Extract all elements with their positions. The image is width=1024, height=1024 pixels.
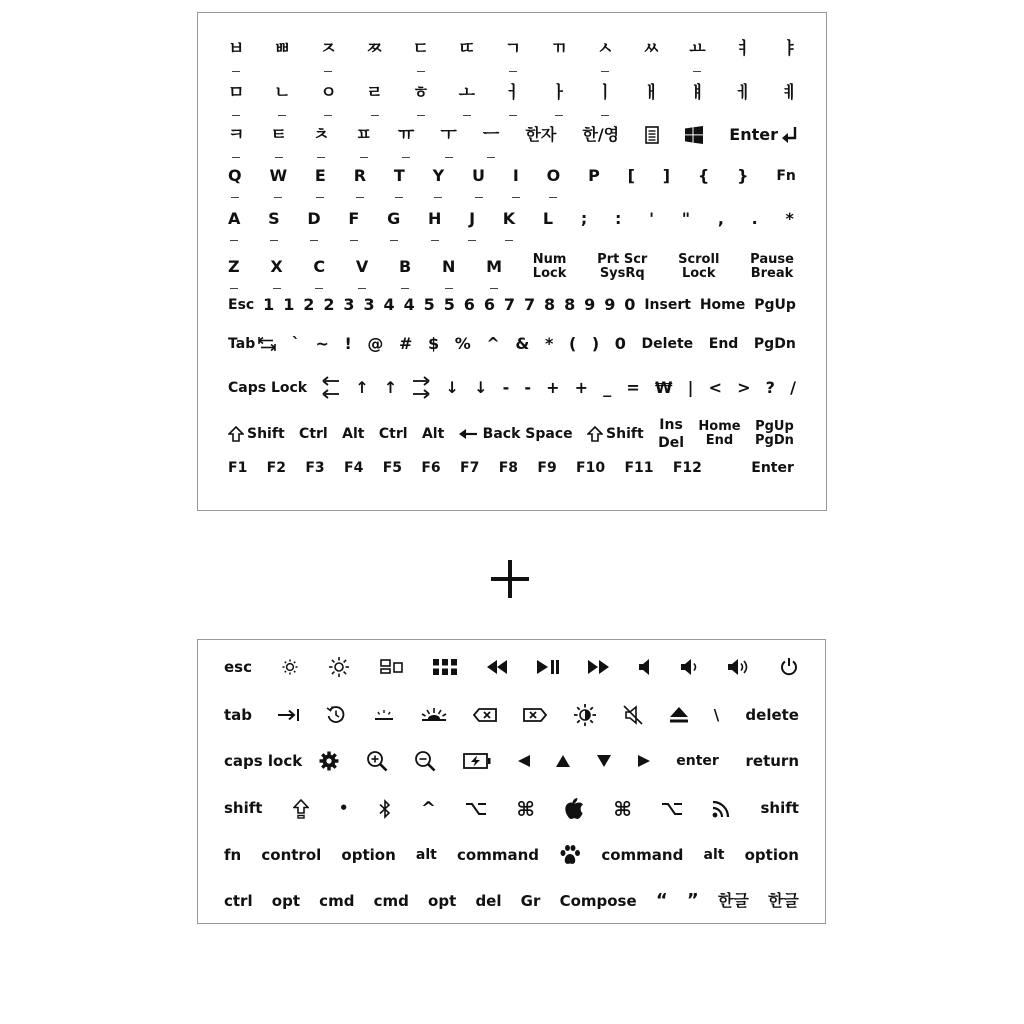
key-label-line: Pause [750,252,794,267]
key-hangul: ㅅ [597,39,614,59]
key-letter: T [393,166,405,185]
key-f5: F5 [382,460,402,476]
zoom-in-icon [366,750,388,772]
row-hangul-middle [228,85,798,102]
key-symbol: % [454,334,471,353]
key-enter-label: Enter [729,125,778,144]
key-f9: F9 [537,460,557,476]
key-symbol: + [574,378,589,397]
key-letter: H [427,209,442,228]
row-zxcv [228,253,794,281]
key-pgup-pgdn [755,420,794,448]
key-f10: F10 [576,460,606,476]
key-home: Home [699,297,746,313]
key-symbol: , [717,209,724,228]
key-caps-lock: Caps Lock [228,380,308,396]
key-hangul: ㅑ [781,39,798,59]
row-capslock-arrows [228,375,796,401]
option-key-icon [662,802,682,816]
arrow-up-icon [556,755,570,767]
key-enter: enter [676,753,719,769]
key-hangul: ㅐ [643,83,660,103]
key-hangul: ㅕ [735,39,752,59]
volume-down-icon [681,659,699,675]
key-digit: 8 [564,295,576,314]
key-letter: D [307,209,321,228]
key-digit: 0 [624,295,636,314]
key-control-caret: ^ [420,797,436,819]
delete-left-icon [473,708,497,722]
key-symbol: - [524,378,532,397]
key-symbol: & [515,334,530,353]
key-f1: F1 [228,460,248,476]
key-digit: 0 [614,334,626,353]
key-letter: X [270,257,283,276]
key-delete: delete [745,705,799,724]
key-hangul: ㄹ [366,83,383,103]
key-letter: Q [228,166,242,185]
key-letter: E [314,166,326,185]
key-ins-del-label [658,416,684,452]
mission-control-icon [380,659,404,675]
key-hangul: ㅜ [440,124,457,145]
key-letter: A [228,209,241,228]
key-letter: Z [228,257,240,276]
key-hangul: ㅡ [482,124,500,145]
key-letter: P [588,166,600,185]
key-hangul: 한글 [767,891,799,910]
key-ctrl: ctrl [224,891,253,910]
key-caps-lock: caps lock [224,751,303,770]
korean-keyboard-sticker-sheet [197,12,827,511]
key-alt: Alt [342,426,365,442]
key-fn: fn [224,845,242,864]
zoom-out-icon [414,750,436,772]
key-hangul: ㅒ [689,83,706,103]
key-label-line: Scroll [678,252,720,267]
key-letter: Y [432,166,445,185]
key-ins-del [658,416,684,452]
key-label-line: Home [698,419,741,434]
key-symbol: # [398,334,413,353]
key-command: command [457,845,540,864]
key-symbol: . [751,209,758,228]
key-enter: Enter [751,460,794,476]
key-shift-label: Shift [606,426,644,442]
key-end: End [708,336,739,352]
key-pause-break [750,253,794,281]
key-digit: 7 [523,295,536,314]
key-symbol: $ [427,334,440,353]
key-enter [729,126,798,144]
left-arrow-icon [459,428,477,440]
key-symbol: ( [568,334,577,353]
battery-charging-icon [463,753,491,769]
row-mac-tab [224,703,799,727]
key-esc: esc [224,657,252,676]
key-digit: 8 [544,295,556,314]
key-f6: F6 [421,460,441,476]
key-hangul: ㅇ [320,83,337,103]
key-scroll-lock-label [678,253,719,281]
key-digit: 4 [403,295,415,314]
key-digit: 9 [584,295,596,314]
key-alt: alt [703,847,725,863]
key-symbol: ' [649,209,655,228]
shift-arrow-icon [228,426,244,442]
key-arrow: ↓ [474,378,488,397]
key-label-line: End [705,433,734,448]
key-arrow: ↓ [445,378,459,397]
key-digit: 6 [483,295,495,314]
volume-mute-icon [623,705,643,725]
key-symbol: * [785,209,794,228]
fast-forward-icon [588,660,610,674]
key-shift: shift [224,799,263,817]
key-close-quote: ” [686,890,699,911]
key-letter: U [472,166,486,185]
key-f12: F12 [672,460,702,476]
key-label-line: Lock [532,266,567,281]
key-hangul: ㅗ [458,83,476,103]
key-label-line: Prt Scr [597,252,648,267]
key-option: option [341,845,396,864]
row-hangul-bottom [228,126,798,144]
key-command: command [601,845,684,864]
key-letter: J [469,209,476,228]
key-symbol: ^ [486,334,500,353]
key-digit: 1 [263,295,275,314]
key-digit: 3 [363,295,375,314]
tab-arrows-icon [258,336,276,352]
caps-lock-icon [293,799,309,819]
key-symbol: + [546,378,560,397]
mac-keyboard-sticker-sheet [197,639,826,924]
key-digit: 2 [303,295,315,314]
key-hangul: ㅊ [312,124,330,145]
key-hangul: ㅆ [643,39,660,59]
key-label-line: PgDn [755,433,794,448]
key-hangul: ㅂ [228,39,245,59]
key-digit: 4 [383,295,395,314]
keyboard-backlight-down-icon [373,709,395,721]
key-symbol: @ [367,334,384,353]
key-hangul: ㅉ [366,39,383,59]
key-arrow: ↑ [383,378,398,397]
key-return: return [745,751,799,770]
key-gr: Gr [520,891,541,910]
key-tab-label: Tab [228,336,256,352]
gear-icon [319,751,339,771]
rss-feed-icon [712,800,730,818]
key-scroll-lock [678,253,719,281]
arrow-right-icon [638,755,650,767]
key-digit: 5 [423,295,435,314]
row-numbers [228,297,796,313]
key-label-line: Num [532,252,567,267]
key-shift-left [228,426,285,442]
volume-up-icon [728,659,750,675]
plus-icon [491,560,529,598]
key-hangul: ㅃ [274,39,291,59]
key-won: ₩ [654,378,673,397]
key-hangul: 한글 [717,891,749,910]
brightness-down-icon [281,658,299,676]
key-symbol: | [687,378,694,397]
paw-print-icon [559,844,581,866]
option-key-icon [466,802,486,816]
key-pause-break-label [750,253,794,281]
eject-icon [670,707,688,723]
key-hangul: ㄴ [274,83,291,103]
tab-arrow-icon [278,708,300,722]
row-tab-symbols [228,336,796,352]
arrow-down-icon [597,755,611,767]
key-shift-right [587,426,644,442]
key-symbol: < [708,378,723,397]
key-opt: opt [271,891,300,910]
row-mac-short-labels [224,892,799,910]
key-symbol: ` [291,334,300,353]
key-symbol: - [502,378,510,397]
key-hangul: ㄲ [550,39,568,59]
brightness-up-icon [328,656,350,678]
key-delete: Delete [641,336,694,352]
key-symbol: > [737,378,751,397]
key-hangul: ㅣ [597,83,614,103]
key-cmd: cmd [319,891,355,910]
play-pause-icon [537,660,559,674]
key-f2: F2 [266,460,286,476]
key-hangul: ㅏ [550,83,568,103]
history-clock-icon [326,705,346,725]
key-shift: shift [760,799,799,817]
key-pgup-pgdn-label [755,420,794,448]
key-hangul: ㅎ [412,83,429,103]
power-icon [779,657,799,677]
key-label-line: Lock [681,266,716,281]
key-symbol: = [626,378,640,397]
row-qwerty [228,168,796,184]
key-ctrl: Ctrl [378,426,408,442]
key-hangul: ㅛ [689,39,706,59]
launchpad-icon [433,659,457,675]
row-mac-caps [224,750,799,772]
keyboard-backlight-up-icon [421,708,447,722]
mute-speaker-icon [639,659,651,675]
key-hangul: ㅌ [270,124,287,145]
key-label-line: SysRq [599,266,645,281]
command-icon: ⌘ [613,796,632,821]
key-pgup: PgUp [754,297,796,313]
key-option: option [744,845,799,864]
key-opt: opt [428,891,457,910]
key-letter: F [348,209,360,228]
key-hangul: ㅋ [228,124,245,145]
arrow-left-icon [518,755,530,767]
bluetooth-icon [379,799,391,819]
key-hangul: ㅓ [504,83,522,103]
key-digit: 3 [343,295,355,314]
key-symbol: ~ [315,334,329,353]
key-f3: F3 [305,460,325,476]
key-symbol: ? [765,378,775,397]
key-symbol: { [697,166,710,185]
key-esc: Esc [228,297,255,313]
apple-logo-icon [565,798,583,819]
key-hangul: ㄸ [458,39,476,59]
key-fn: Fn [776,168,796,184]
key-hangul: ㅔ [735,83,752,103]
key-tab [228,336,276,352]
key-letter: M [486,257,503,276]
key-bullet: • [338,799,349,817]
key-num-lock-label [533,253,567,281]
key-symbol: * [544,334,554,353]
key-digit: 2 [323,295,335,314]
left-left-arrows-icon [322,375,340,401]
rewind-icon [486,660,508,674]
return-arrow-icon [782,126,798,144]
key-alt: alt [415,847,437,863]
key-digit: 7 [503,295,516,314]
key-arrow: ↑ [355,378,369,397]
key-print-screen-label [597,253,647,281]
key-shift-label: Shift [247,426,285,442]
key-open-quote: “ [655,890,668,911]
key-symbol: } [737,166,749,185]
right-right-arrows-icon [412,375,430,401]
key-hangul: ㅍ [355,124,372,145]
key-letter: B [399,257,412,276]
key-letter: N [441,257,456,276]
key-label-line: Ins [659,417,683,433]
row-mac-esc-media [224,656,799,678]
key-letter: I [512,166,519,185]
key-symbol: ] [662,166,671,185]
key-symbol: ) [591,334,600,353]
key-ctrl: Ctrl [299,426,328,442]
key-label-line: PgUp [755,419,794,434]
key-han-yeong: 한/영 [582,125,620,144]
key-symbol: : [614,209,622,228]
key-backspace [459,427,573,441]
key-f11: F11 [624,460,654,476]
key-hanja: 한자 [525,125,557,144]
row-asdf [228,211,794,227]
key-symbol: ; [580,209,588,228]
key-digit: 6 [463,295,475,314]
row-modifiers [228,416,794,452]
menu-icon [645,126,659,144]
key-digit: 1 [283,295,295,314]
key-letter: O [546,166,561,185]
key-hangul: ㅁ [228,83,245,103]
key-letter: W [269,166,288,185]
key-symbol: [ [627,166,635,185]
key-letter: G [387,209,401,228]
key-symbol: / [790,378,796,397]
row-mac-modifiers [224,844,799,866]
key-print-screen [597,253,647,281]
key-label-line: Del [658,435,684,451]
key-hangul: ㅠ [397,124,415,145]
row-mac-shift [224,798,799,819]
key-digit: 5 [443,295,455,314]
key-cmd: cmd [373,891,409,910]
shift-arrow-icon [587,426,603,442]
key-letter: R [353,166,367,185]
row-hangul-top [228,41,798,58]
key-hangul: ㅖ [781,83,798,103]
key-alt: Alt [421,426,445,442]
key-compose: Compose [559,891,637,910]
key-letter: C [313,257,326,276]
key-del: del [475,891,502,910]
key-num-lock [533,253,567,281]
key-pgdn: PgDn [753,336,796,352]
key-backslash: \ [713,705,720,724]
display-brightness-icon [573,703,597,727]
key-letter: K [502,209,516,228]
key-label-line: Break [750,266,794,281]
key-backspace-label: Back Space [482,426,573,442]
windows-icon [685,126,703,144]
key-insert: Insert [644,297,691,313]
key-f4: F4 [344,460,364,476]
key-f7: F7 [460,460,480,476]
key-tab: tab [224,705,253,724]
key-home-end-label [698,420,740,448]
key-f8: F8 [498,460,519,476]
key-control: control [261,845,322,864]
key-hangul: ㄱ [504,39,522,59]
key-symbol: ! [344,334,352,353]
key-digit: 9 [604,295,616,314]
key-letter: V [355,257,369,276]
key-symbol: _ [603,378,612,397]
row-function-keys [228,461,794,475]
key-hangul: ㅈ [320,39,337,59]
command-icon: ⌘ [516,796,535,821]
key-symbol: " [681,209,691,228]
delete-right-icon [523,708,547,722]
key-home-end [698,420,740,448]
key-letter: S [268,209,280,228]
key-letter: L [542,209,554,228]
key-hangul: ㄷ [412,39,429,59]
